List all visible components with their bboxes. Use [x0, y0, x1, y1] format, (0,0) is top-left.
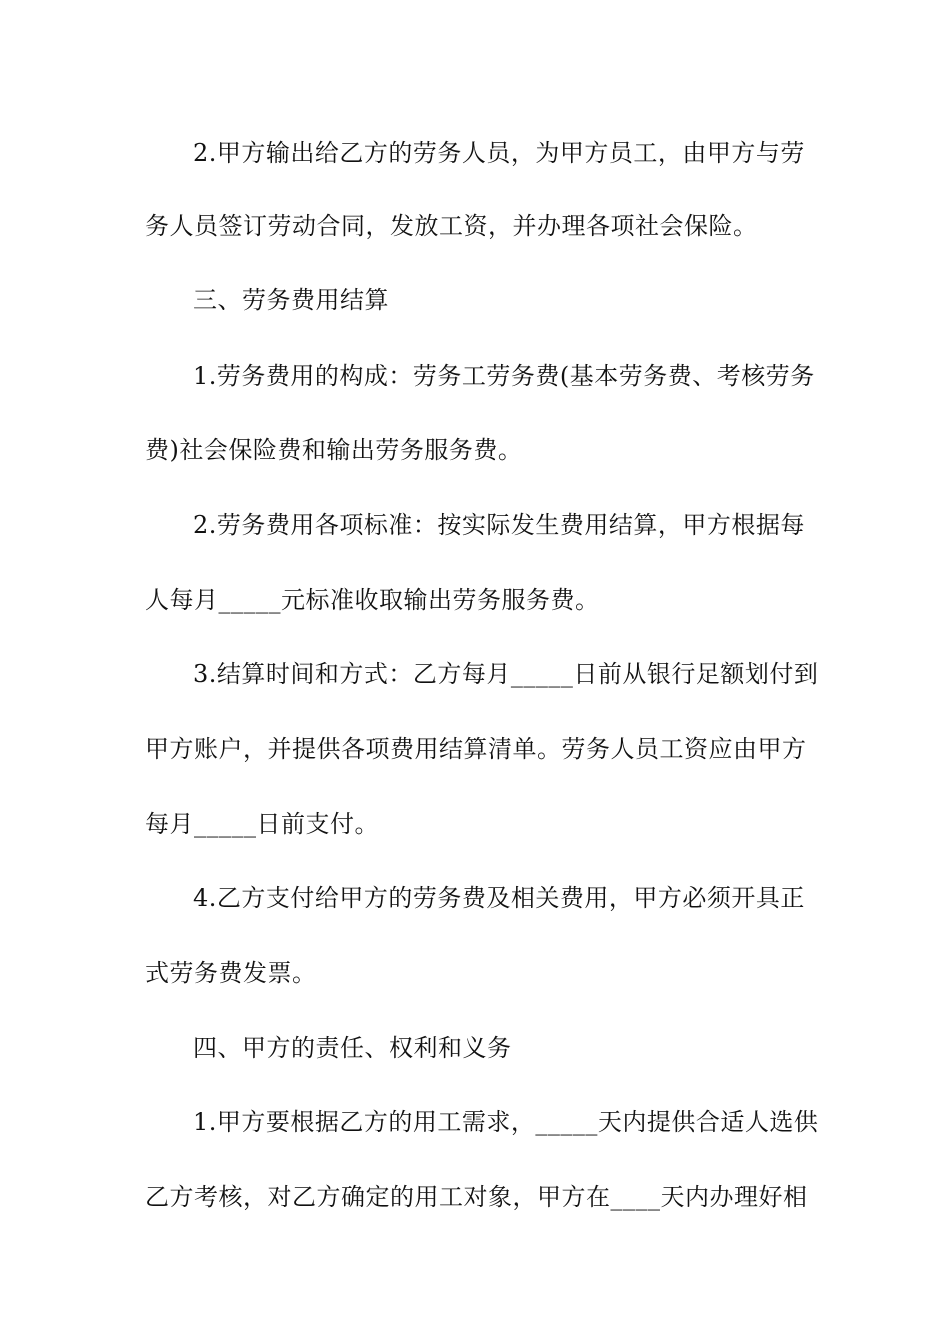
- paragraph-line: 3.结算时间和方式：乙方每月_____日前从银行足额划付到: [193, 660, 819, 688]
- paragraph-line: 4.乙方支付给甲方的劳务费及相关费用，甲方必须开具正: [193, 884, 805, 912]
- paragraph-line: 式劳务费发票。: [145, 959, 317, 987]
- paragraph-line: 1.甲方要根据乙方的用工需求，_____天内提供合适人选供: [193, 1108, 819, 1136]
- paragraph-line: 每月_____日前支付。: [145, 810, 379, 838]
- paragraph-line: 乙方考核，对乙方确定的用工对象，甲方在____天内办理好相: [145, 1183, 808, 1211]
- paragraph-line: 人每月_____元标准收取输出劳务服务费。: [145, 586, 600, 614]
- paragraph-line: 甲方账户，并提供各项费用结算清单。劳务人员工资应由甲方: [145, 735, 807, 763]
- section-heading: 三、劳务费用结算: [193, 286, 389, 314]
- paragraph-line: 2.甲方输出给乙方的劳务人员，为甲方员工，由甲方与劳: [193, 139, 805, 167]
- paragraph-line: 费)社会保险费和输出劳务服务费。: [145, 436, 523, 464]
- paragraph-line: 1.劳务费用的构成：劳务工劳务费(基本劳务费、考核劳务: [193, 362, 815, 390]
- paragraph-line: 务人员签订劳动合同，发放工资，并办理各项社会保险。: [145, 212, 758, 240]
- section-heading: 四、甲方的责任、权利和义务: [193, 1034, 512, 1062]
- paragraph-line: 2.劳务费用各项标准：按实际发生费用结算，甲方根据每: [193, 511, 805, 539]
